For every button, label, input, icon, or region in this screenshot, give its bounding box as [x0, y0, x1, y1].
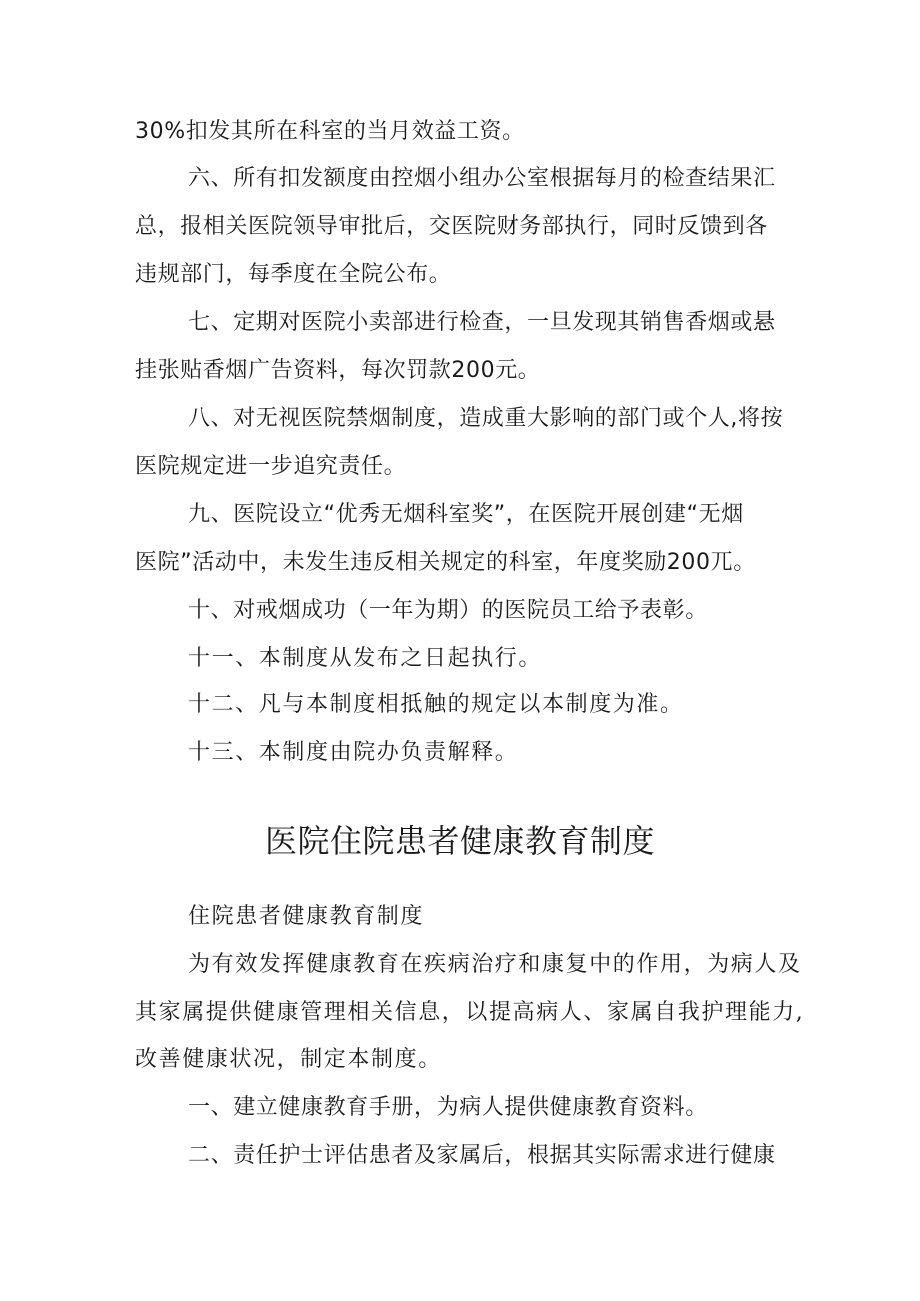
paragraph-line: 八、对无视医院禁烟制度，造成重大影响的部门或个人,将按 — [188, 406, 784, 431]
paragraph-line: 总，报相关医院领导审批后，交医院财务部执行，同时反馈到各 — [135, 214, 768, 239]
paragraph-line: 改善健康状况，制定本制度。 — [135, 1047, 442, 1072]
paragraph-line: 九、医院设立“优秀无烟科室奖”，在医院开展创建“无烟 — [188, 502, 744, 527]
paragraph-line: 30%扣发其所在科室的当月效益工资。 — [135, 119, 525, 144]
paragraph-line: 医院”活动中，未发生违反相关规定的科室，年度奖励200兀。 — [135, 550, 756, 575]
paragraph-line: 十三、本制度由院办负责解释。 — [188, 740, 519, 765]
paragraph-line: 医院规定进一步追究责任。 — [135, 454, 407, 479]
paragraph-line: 二、责任护士评估患者及家属后，根据其实际需求进行健康 — [188, 1143, 776, 1168]
paragraph-line: 七、定期对医院小卖部进行检查，一旦发现其销售香烟或悬 — [188, 310, 776, 335]
section-title: 医院住院患者健康教育制度 — [264, 822, 655, 860]
paragraph-line: 挂张贴香烟广告资料，每次罚款200元。 — [135, 358, 541, 383]
paragraph-line: 违规部门，每季度在全院公布。 — [135, 262, 452, 287]
paragraph-line: 十、对戒烟成功（一年为期）的医院员工给予表彰。 — [188, 598, 708, 623]
paragraph-line: 为有效发挥健康教育在疾病治疗和康复中的作用，为病人及 — [188, 952, 802, 977]
paragraph-line: 十一、本制度从发布之日起执行。 — [188, 646, 543, 671]
paragraph-line: 六、所有扣发额度由控烟小组办公室根据每月的检查结果汇 — [188, 166, 776, 191]
paragraph-line: 其家属提供健康管理相关信息，以提高病人、家属自我护理能力, — [135, 1000, 805, 1025]
paragraph-line: 十二、凡与本制度相抵触的规定以本制度为准。 — [188, 692, 684, 717]
paragraph-line: 一、建立健康教育手册，为病人提供健康教育资料。 — [188, 1095, 708, 1120]
section-heading: 住院患者健康教育制度 — [188, 904, 425, 929]
